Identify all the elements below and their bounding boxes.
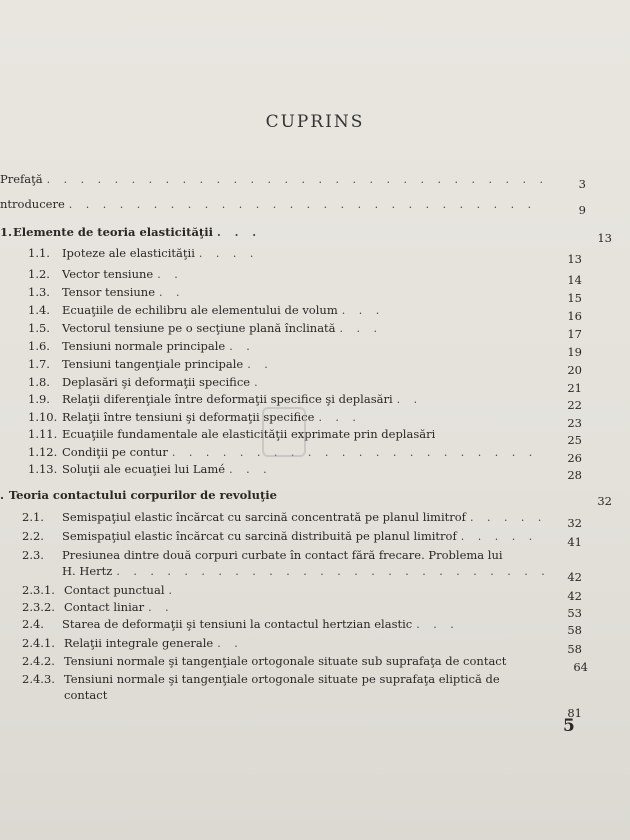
entry-page: 25 — [567, 433, 582, 447]
entry-text: Vectorul tensiune pe o secţiune plană înclinată — [62, 321, 336, 335]
toc-entry — [22, 617, 467, 635]
toc-entry — [22, 583, 187, 601]
dot-leader — [340, 322, 389, 335]
entry-text: Ipoteze ale elasticităţii — [62, 246, 195, 260]
page-title: CUPRINS — [265, 112, 365, 132]
entry-text: Semispaţiul elastic încărcat cu sarcină concentrată pe planul limitrof — [62, 510, 466, 524]
entry-page: 32 — [567, 516, 582, 530]
entry-page: 14 — [567, 273, 582, 287]
toc-entry-prefata — [0, 172, 552, 190]
dot-leader — [229, 463, 274, 476]
entry-text: Contact liniar — [64, 600, 145, 614]
dot-leader — [461, 530, 543, 543]
toc-entry-continuation — [62, 564, 550, 582]
entry-text: Prefaţă — [0, 172, 43, 186]
entry-number: 2.4.3. — [22, 672, 55, 686]
entry-text: Contact punctual — [64, 583, 165, 597]
entry-text: Deplasări şi deformaţii specifice — [62, 375, 251, 389]
entry-page: 17 — [567, 327, 582, 341]
entry-text: Presiunea dintre două corpuri curbate în contact fără frecare. Problema lui — [62, 548, 503, 562]
entry-page: 42 — [567, 570, 582, 584]
entry-page: 28 — [567, 468, 582, 482]
entry-number: 1.3. — [28, 285, 50, 299]
toc-entry — [28, 427, 458, 445]
entry-page: 9 — [578, 203, 586, 217]
toc-entry — [28, 267, 193, 285]
entry-number: 2.4.1. — [22, 636, 55, 650]
entry-page: 64 — [573, 660, 588, 674]
entry-page: 53 — [567, 606, 582, 620]
entry-text: Tensiuni normale principale — [62, 339, 226, 353]
toc-entry-introducere — [0, 197, 545, 215]
toc-chapter-1 — [0, 225, 268, 243]
dot-leader — [397, 393, 429, 406]
dot-leader — [416, 618, 463, 631]
toc-entry — [28, 462, 278, 480]
entry-page: 42 — [567, 589, 582, 603]
entry-text: H. Hertz — [62, 564, 113, 578]
entry-number: 1.10. — [28, 410, 58, 424]
entry-text: Ecuaţiile fundamentale ale elasticităţii exprimate prin deplasări — [62, 427, 436, 441]
entry-page: 22 — [567, 398, 582, 412]
toc-entry — [22, 510, 547, 528]
entry-page: 16 — [567, 309, 582, 323]
dot-leader — [229, 340, 259, 353]
entry-number: 1.13. — [28, 462, 58, 476]
entry-page: 15 — [567, 291, 582, 305]
entry-page: 58 — [567, 623, 582, 637]
entry-number: 1.9. — [28, 392, 50, 406]
entry-text: Teoria contactului corpurilor de revoluţie — [8, 488, 277, 502]
dot-leader — [217, 637, 246, 650]
dot-leader — [159, 286, 194, 299]
dot-leader — [254, 376, 261, 389]
entry-text: contact — [64, 688, 108, 702]
dot-leader — [199, 247, 254, 260]
entry-page: 19 — [567, 345, 582, 359]
entry-page: 23 — [567, 416, 582, 430]
dot-leader — [148, 601, 168, 614]
dot-leader — [318, 411, 369, 424]
entry-page: 3 — [578, 177, 586, 191]
toc-entry — [22, 529, 547, 547]
toc-entry — [22, 654, 577, 672]
entry-number: 1. — [0, 225, 13, 239]
toc-entry-continuation — [64, 688, 264, 706]
dot-leader — [116, 565, 546, 578]
entry-text: Relaţii între tensiuni şi deformaţii specifice — [62, 410, 315, 424]
entry-number: 2.4.2. — [22, 654, 55, 668]
dot-leader — [172, 446, 542, 459]
entry-text: Tensiuni tangenţiale principale — [62, 357, 244, 371]
toc-entry — [28, 285, 198, 303]
entry-number: 1.4. — [28, 303, 50, 317]
toc-entry — [28, 392, 433, 410]
entry-page: 58 — [567, 642, 582, 656]
entry-number: 1.6. — [28, 339, 50, 353]
toc-entry — [28, 303, 393, 321]
entry-text: Relaţii integrale generale — [64, 636, 214, 650]
entry-page: 20 — [567, 363, 582, 377]
entry-text: Vector tensiune — [62, 267, 154, 281]
entry-text: Condiţii pe contur — [62, 445, 168, 459]
entry-text: ntroducere — [0, 197, 65, 211]
entry-number: 1.8. — [28, 375, 50, 389]
toc-entry — [28, 375, 265, 393]
entry-text: Tensiuni normale şi tangenţiale ortogonale situate pe suprafaţa eliptică de — [64, 672, 500, 686]
dot-leader — [342, 304, 389, 317]
toc-entry — [28, 321, 393, 339]
toc-entry — [22, 636, 250, 654]
entry-number: 2.1. — [22, 510, 44, 524]
entry-number: 1.5. — [28, 321, 50, 335]
entry-page: 32 — [597, 494, 612, 508]
dot-leader — [69, 198, 541, 211]
entry-page: 21 — [567, 381, 582, 395]
entry-page: 81 — [567, 706, 582, 720]
toc-entry — [28, 246, 258, 264]
entry-text: Ecuaţiile de echilibru ale elementului de volum — [62, 303, 338, 317]
entry-text: Starea de deformaţii şi tensiuni la contactul hertzian elastic — [62, 617, 413, 631]
dot-leader — [157, 268, 189, 281]
entry-page: 41 — [567, 535, 582, 549]
watermark-mark — [262, 407, 306, 457]
toc-entry — [22, 600, 172, 618]
entry-text: Elemente de teoria elasticităţii — [13, 225, 213, 239]
entry-number: 1.1. — [28, 246, 50, 260]
entry-text: Semispaţiul elastic încărcat cu sarcină distribuită pe planul limitrof — [62, 529, 457, 543]
entry-number: 1.12. — [28, 445, 58, 459]
entry-number: 2.3.2. — [22, 600, 55, 614]
entry-text: Tensor tensiune — [62, 285, 155, 299]
page-number: 5 — [563, 716, 575, 736]
dot-leader — [247, 358, 269, 371]
entry-number: 1.2. — [28, 267, 50, 281]
dot-leader — [47, 173, 548, 186]
toc-entry — [28, 339, 263, 357]
entry-number: 2.4. — [22, 617, 44, 631]
entry-page: 26 — [567, 451, 582, 465]
toc-chapter-2 — [0, 488, 285, 506]
entry-number: . — [0, 488, 5, 502]
entry-text: Soluţii ale ecuaţiei lui Lamé — [62, 462, 226, 476]
entry-number: 2.2. — [22, 529, 44, 543]
dot-leader — [169, 584, 183, 597]
entry-page: 13 — [567, 252, 582, 266]
toc-entry — [28, 410, 373, 428]
dot-leader — [470, 511, 543, 524]
entry-text: Tensiuni normale şi tangenţiale ortogonale situate sub suprafaţa de contact — [64, 654, 507, 668]
entry-text: Relaţii diferenţiale între deformaţii specifice şi deplasări — [62, 392, 393, 406]
dot-leader — [217, 226, 264, 239]
entry-number: 2.3. — [22, 548, 44, 562]
entry-page: 13 — [597, 231, 612, 245]
toc-entry — [28, 357, 273, 375]
entry-number: 1.7. — [28, 357, 50, 371]
entry-number: 2.3.1. — [22, 583, 55, 597]
entry-number: 1.11. — [28, 427, 58, 441]
